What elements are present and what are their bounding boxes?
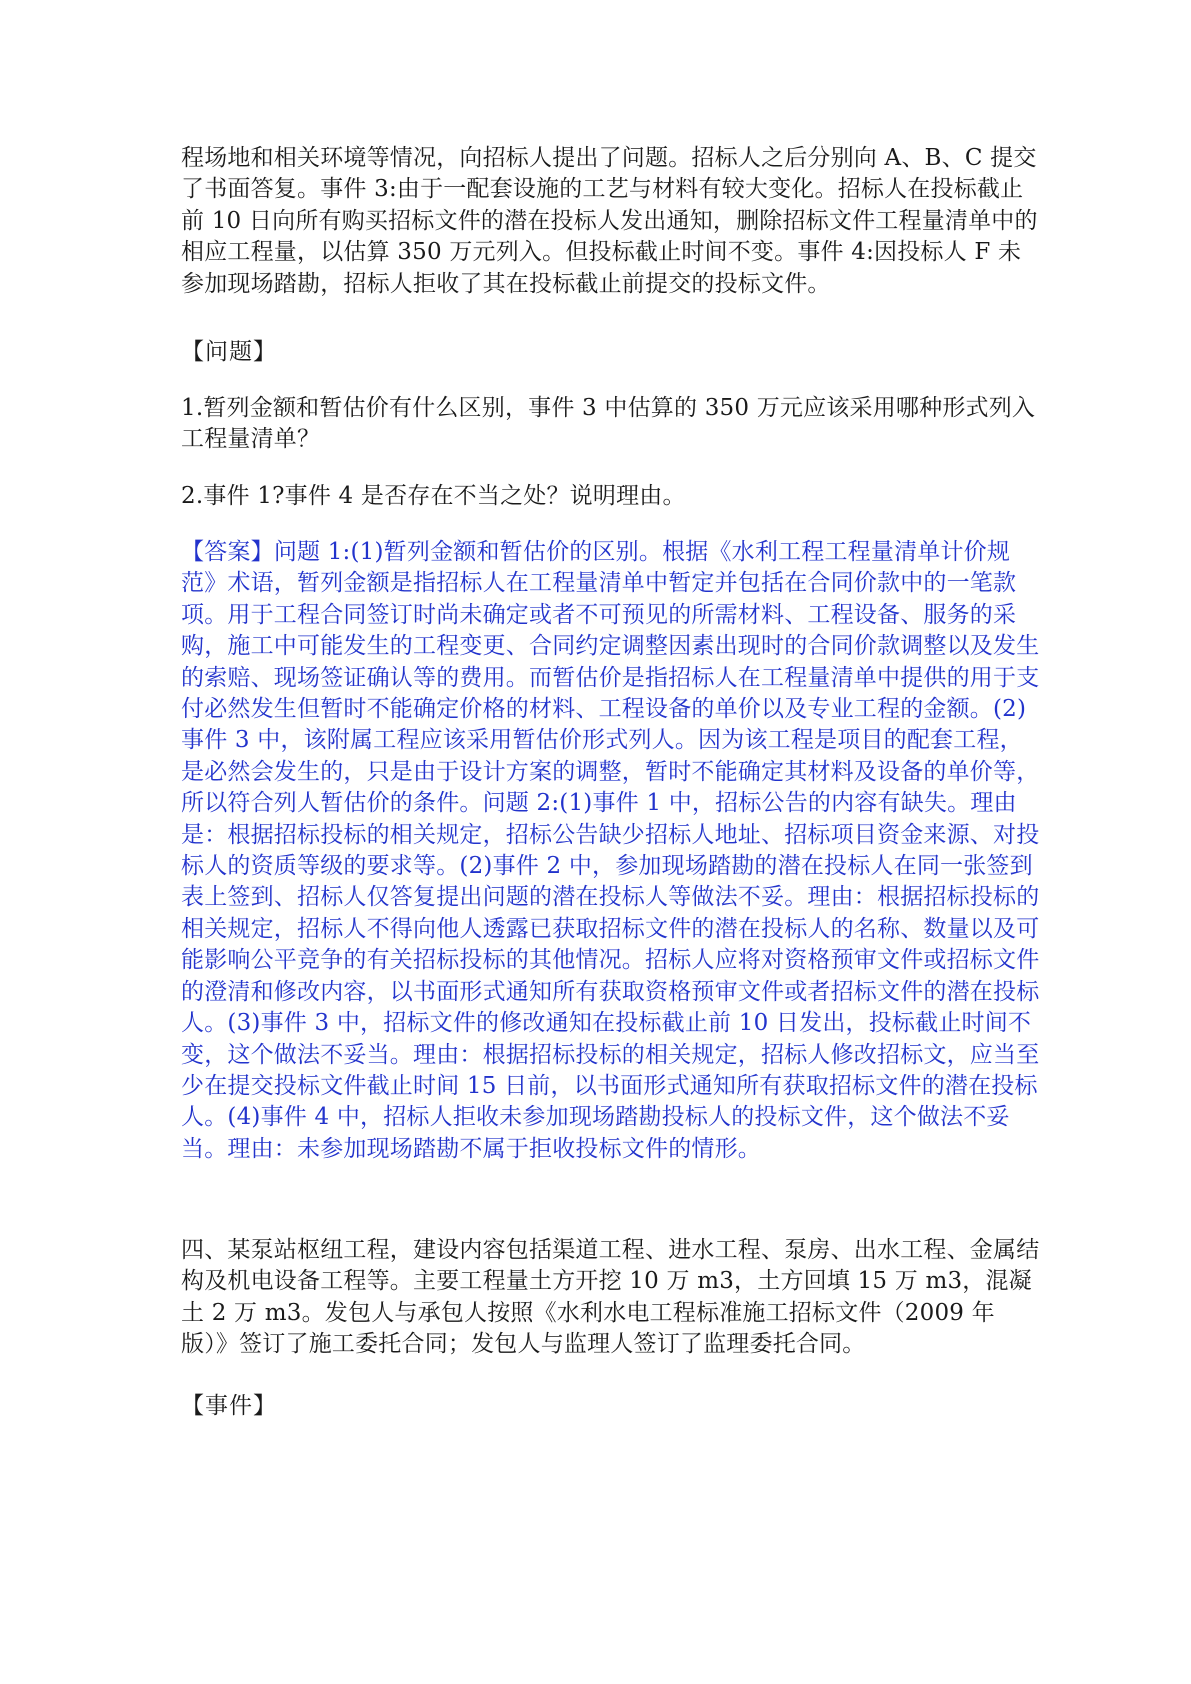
- intro-paragraph: 程场地和相关环境等情况，向招标人提出了问题。招标人之后分别向 A、B、C 提交了书面答复。事件 3:由于一配套设施的工艺与材料有较大变化。招标人在投标截止前 10 日向所有购买招标文件的潜在投标人发出通知，删除招标文件工程量清单中的相应工程量，以估算 350 万元列入。但投标截止时间不变。事件 4:因投标人 F 未参加现场踏勘，招标人拒收了其在投标截止前提交的投标文件。: [181, 145, 1038, 297]
- answer-paragraph: [181, 537, 1041, 1165]
- answer-text: 问题 1:(1)暂列金额和暂估价的区别。根据《水利工程工程量清单计价规范》术语，暂列金额是指招标人在工程量清单中暂定并包括在合同价款中的一笔款项。用于工程合同签订时尚未确定或者不可预见的所需材料、工程设备、服务的采购，施工中可能发生的工程变更、合同约定调整因素出现时的合同价款调整以及发生的索赔、现场签证确认等的费用。而暂估价是指招标人在工程量清单中提供的用于支付必然发生但暂时不能确定价格的材料、工程设备的单价以及专业工程的金额。(2)事件 3 中，该附属工程应该采用暂估价形式列人。因为该工程是项目的配套工程，是必然会发生的，只是由于设计方案的调整，暂时不能确定其材料及设备的单价等，所以符合列人暂估价的条件。问题 2:(1)事件 1 中，招标公告的内容有缺失。理由是：根据招标投标的相关规定，招标公告缺少招标人地址、招标项目资金来源、对投标人的资质等级的要求等。(2)事件 2 中，参加现场踏勘的潜在投标人在同一张签到表上签到、招标人仅答复提出问题的潜在投标人等做法不妥。理由：根据招标投标的相关规定，招标人不得向他人透露已获取招标文件的潜在投标人的名称、数量以及可能影响公平竞争的有关招标投标的其他情况。招标人应将对资格预审文件或招标文件的澄清和修改内容，以书面形式通知所有获取资格预审文件或者招标文件的潜在投标人。(3)事件 3 中，招标文件的修改通知在投标截止前 10 日发出，投标截止时间不变，这个做法不妥当。理由：根据招标投标的相关规定，招标人修改招标文，应当至少在提交投标文件截止时间 15 日前，以书面形式通知所有获取招标文件的潜在投标人。(4)事件 4 中，招标人拒收未参加现场踏勘投标人的投标文件，这个做法不妥当。理由：未参加现场踏勘不属于拒收投标文件的情形。: [181, 539, 1040, 1162]
- answer-tag: 【答案】: [181, 539, 274, 565]
- question-1: 1.暂列金额和暂估价有什么区别，事件 3 中估算的 350 万元应该采用哪种形式列入工程量清单？: [181, 395, 1036, 453]
- section-four-paragraph: 四、某泵站枢纽工程，建设内容包括渠道工程、进水工程、泵房、出水工程、金属结构及机电设备工程等。主要工程量土方开挖 10 万 m3，土方回填 15 万 m3，混凝土 2 万 m3。发包人与承包人按照《水利水电工程标准施工招标文件（2009 年版）》签订了施工委托合同；发包人与监理人签订了监理委托合同。: [181, 1237, 1040, 1358]
- events-heading: 【事件】: [181, 1393, 277, 1419]
- question-2: 2.事件 1?事件 4 是否存在不当之处？说明理由。: [181, 483, 686, 509]
- questions-heading: 【问题】: [181, 339, 277, 365]
